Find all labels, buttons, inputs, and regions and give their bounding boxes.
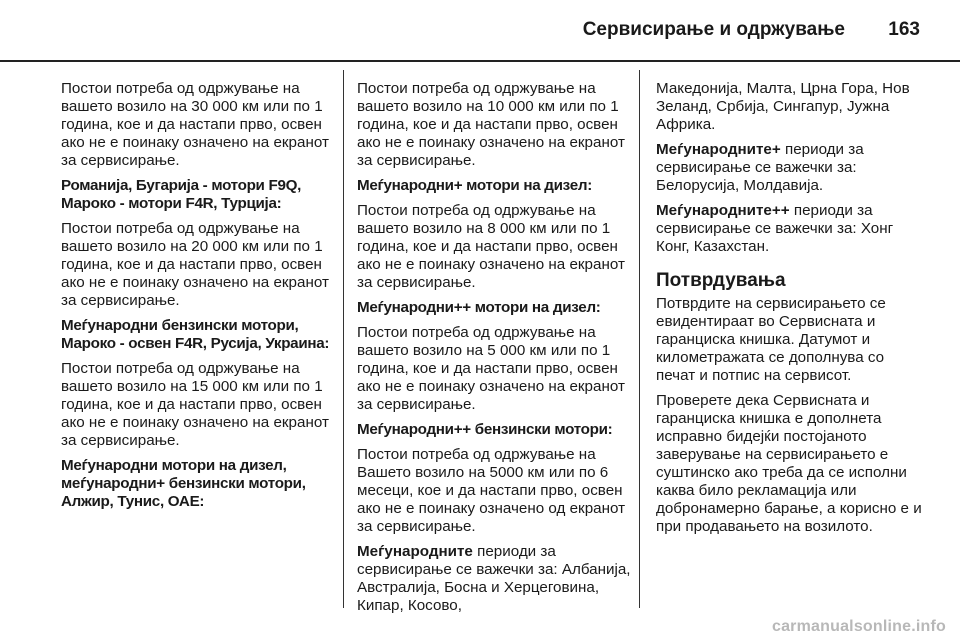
subheading: Меѓународни+ мотори на дизел: xyxy=(357,177,592,194)
column-3 xyxy=(656,80,924,543)
header-rule xyxy=(0,60,960,62)
paragraph xyxy=(656,141,924,195)
page-number: 163 xyxy=(888,19,920,40)
paragraph-text: периоди за сервисирање се важечки за: Хонг Конг, Казахстан. xyxy=(656,202,894,255)
paragraph xyxy=(357,543,639,615)
paragraph: Постои потреба од одржување на вашето возило на 20 000 км или по 1 година, кое и да настапи прво, освен ако не е поинаку означено на екранот за сервисирање. xyxy=(61,220,329,309)
watermark: carmanualsonline.info xyxy=(771,618,946,635)
page-header xyxy=(0,0,960,62)
paragraph-text: периоди за сервисирање се важечки за: Белорусија, Молдавија. xyxy=(656,141,864,194)
inline-bold-term: Меѓународните xyxy=(357,543,473,560)
page-title: Сервисирање и одржување xyxy=(582,19,845,40)
paragraph: Постои потреба од одржување на Вашето возило на 5000 км или по 6 месеци, кое и да настапи прво, освен ако не е поинаку означено од екранот за сервисирање. xyxy=(357,446,626,535)
column-1 xyxy=(61,80,341,518)
subheading: Меѓународни++ мотори на дизел: xyxy=(357,299,601,316)
inline-bold-term: Меѓународните+ xyxy=(656,141,781,158)
column-divider-2 xyxy=(639,70,640,608)
paragraph: Постои потреба од одржување на вашето возило на 30 000 км или по 1 година, кое и да настапи прво, освен ако не е поинаку означено на екранот за сервисирање. xyxy=(61,80,329,169)
paragraph: Постои потреба од одржување на вашето возило на 15 000 км или по 1 година, кое и да настапи прво, освен ако не е поинаку означено на екранот за сервисирање. xyxy=(61,360,329,449)
paragraph xyxy=(656,202,924,256)
column-divider-1 xyxy=(343,70,344,608)
subheading: Меѓународни мотори на дизел, меѓународни+ бензински мотори, Алжир, Тунис, ОАЕ: xyxy=(61,457,306,510)
section-title: Потврдувања xyxy=(656,270,786,291)
paragraph: Проверете дека Сервисната и гаранциска книшка е дополнета исправно бидејќи постојаното заверување на сервисирањето е суштинско ако треба да се исполни каква било рекламација или добронамерно барање, а корисно е и при продавањето на возилото. xyxy=(656,392,922,535)
paragraph-text: периоди за сервисирање се важечки за: Албанија, Австралија, Босна и Херцеговина, Кипар, Косово, xyxy=(357,543,631,614)
paragraph: Потврдите на сервисирањето се евидентираат во Сервисната и гаранциска книшка. Датумот и километражата се дополнува со печат и потпис на сервисот. xyxy=(656,295,886,384)
column-2 xyxy=(357,80,639,622)
paragraph: Македонија, Малта, Црна Гора, Нов Зеланд, Србија, Сингапур, Јужна Африка. xyxy=(656,80,910,133)
paragraph: Постои потреба од одржување на вашето возило на 5 000 км или по 1 година, кое и да настапи прво, освен ако не е поинаку означено на екранот за сервисирање. xyxy=(357,324,625,413)
inline-bold-term: Меѓународните++ xyxy=(656,202,790,219)
subheading: Романија, Бугарија - мотори F9Q, Мароко - мотори F4R, Турција: xyxy=(61,177,302,212)
subheading: Меѓународни++ бензински мотори: xyxy=(357,421,613,438)
subheading: Меѓународни бензински мотори, Мароко - освен F4R, Русија, Украина: xyxy=(61,317,330,352)
paragraph: Постои потреба од одржување на вашето возило на 10 000 км или по 1 година, кое и да настапи прво, освен ако не е поинаку означено на екранот за сервисирање. xyxy=(357,80,625,169)
paragraph: Постои потреба од одржување на вашето возило на 8 000 км или по 1 година, кое и да настапи прво, освен ако не е поинаку означено на екранот за сервисирање. xyxy=(357,202,625,291)
